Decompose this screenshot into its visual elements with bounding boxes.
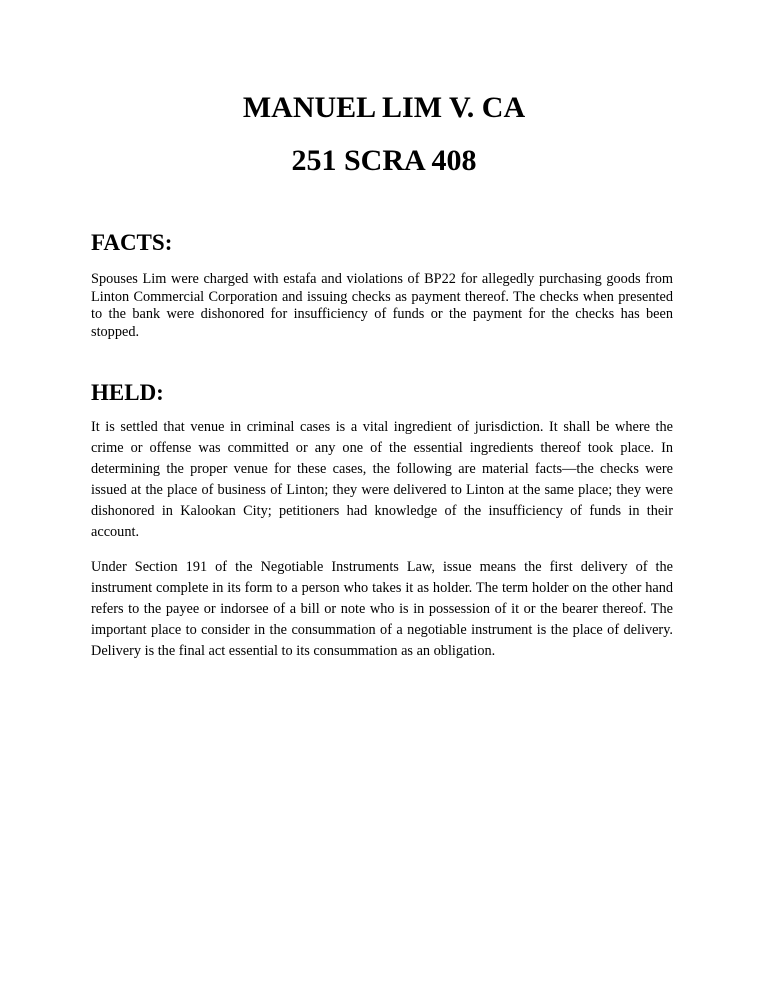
held-paragraph-2: Under Section 191 of the Negotiable Instruments Law, issue means the first delivery of the instrument complete in its form to a person who takes it as holder. The term holder on the other hand refers to the payee or indorsee of a bill or note who is in possession of it or the bearer thereof. The important place to consider in the consummation of a negotiable instrument is the place of delivery. Delivery is the final act essential to its consummation as an obligation. — [91, 559, 673, 659]
facts-heading: FACTS: — [91, 230, 173, 255]
case-citation: 251 SCRA 408 — [291, 144, 477, 177]
case-title: MANUEL LIM V. CA — [242, 91, 526, 124]
held-paragraph-1: It is settled that venue in criminal cases is a vital ingredient of jurisdiction. It shall be where the crime or offense was committed or any one of the essential ingredients thereof took place. In determining the proper venue for these cases, the following are material facts—the checks were issued at the place of business of Linton; they were delivered to Linton at the same place; they were dishonored in Kalookan City; petitioners had knowledge of the insufficiency of funds in their account. — [91, 419, 673, 540]
facts-paragraph: Spouses Lim were charged with estafa and violations of BP22 for allegedly purchasing goods from Linton Commercial Corporation and issuing checks as payment thereof. The checks when presented to the bank were dishonored for insufficiency of funds or the payment for the checks has been stopped. — [91, 271, 673, 340]
held-heading: HELD: — [91, 380, 164, 405]
